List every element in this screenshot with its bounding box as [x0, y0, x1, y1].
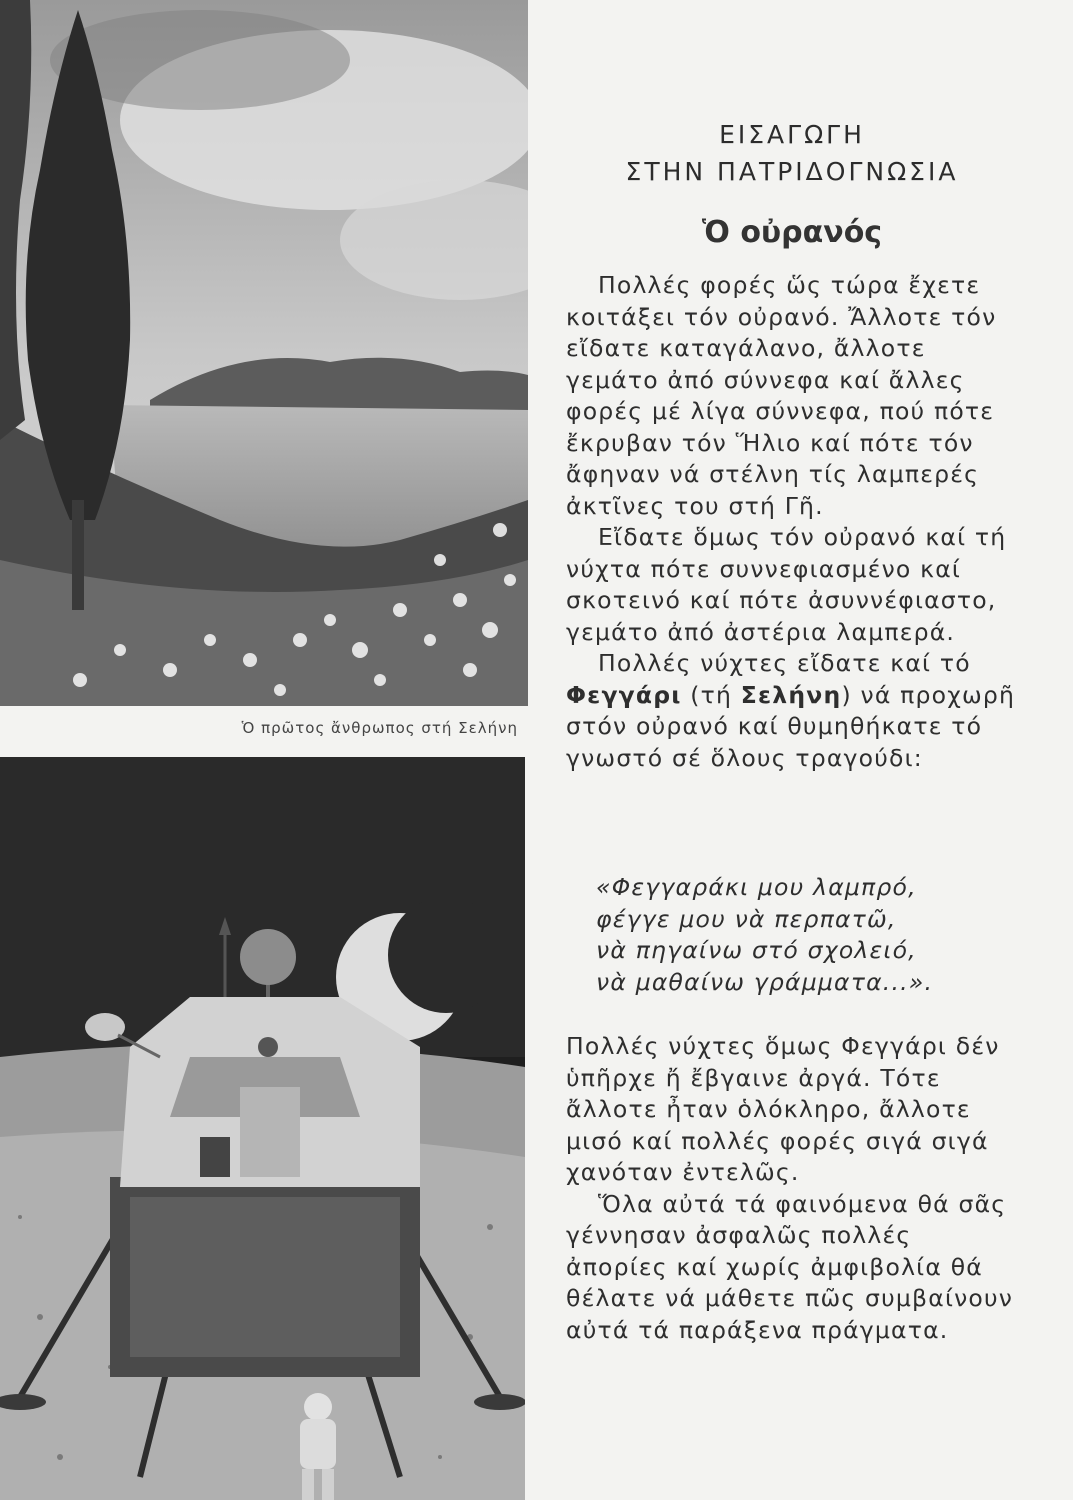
chapter-title-line1: ΕΙΣΑΓΩΓΗ: [719, 120, 865, 149]
paragraph-1: Πολλές φορές ὥς τώρα ἔχετε κοιτάξει τόν οὐρανό. Ἄλλοτε τόν εἴδατε καταγάλανο, ἄλλοτε γεμάτο ἀπό σύννεφα καί ἄλλες φορές μέ λίγα σύννεφα, πού πότε ἔκρυβαν τόν Ἥλιο καί πότε τόν ἄφηναν νά στέλνη τίς λαμπερές ἀκτῖνες του στή Γῆ.: [566, 271, 997, 520]
song-line-2: φέγγε μου νὰ περπατῶ,: [596, 904, 897, 933]
section-title: Ὁ οὐρανός: [701, 215, 883, 250]
chapter-title: [560, 116, 1024, 190]
text-column-upper: [566, 270, 1021, 774]
moon-landing-image: [0, 757, 525, 1500]
paragraph-3-start: Πολλές νύχτες εἴδατε καί τό: [598, 649, 971, 677]
landscape-photo: [0, 0, 528, 706]
paragraph-2: Εἴδατε ὅμως τόν οὐρανό καί τή νύχτα πότε συννεφιασμένο καί σκοτεινό καί πότε ἀσυννέφιαστο, γεμάτο ἀπό ἀστέρια λαμπερά.: [566, 523, 1007, 646]
song-quote: [596, 872, 933, 998]
song-line-3: νὰ πηγαίνω στό σχολειό,: [596, 936, 917, 964]
paragraph-3-end: ) νά προχωρῆ στόν οὐρανό καί θυμηθήκατε τό γνωστό σέ ὅλους τραγούδι:: [566, 680, 1016, 772]
paragraph-4: Πολλές νύχτες ὅμως Φεγγάρι δέν ὑπῆρχε ἤ ἔβγαινε ἀργά. Τότε ἄλλοτε ἦταν ὁλόκληρο, ἄλλοτε μισό καί πολλές φορές σιγά σιγά χανόταν ἐντελῶς.: [566, 1032, 1000, 1186]
paragraph-5: Ὅλα αὐτά τά φαινόμενα θά σᾶς γέννησαν ἀσφαλῶς πολλές ἀπορίες καί χωρίς ἀμφιβολία θά θέλατε νά μάθετε πῶς συμβαίνουν αὐτά τά παράξενα πράγματα.: [566, 1189, 1014, 1344]
landscape-photo-image: [0, 0, 528, 706]
text-column-lower: [566, 1031, 1021, 1346]
moon-term-fengari: Φεγγάρι: [566, 680, 682, 709]
photo-caption: Ὁ πρῶτος ἄνθρωπος στή Σελήνη: [241, 719, 518, 737]
chapter-title-line2: ΣΤΗΝ ΠΑΤΡΙΔΟΓΝΩΣΙΑ: [625, 157, 959, 186]
moon-landing-photo: [0, 757, 525, 1500]
paragraph-3: [566, 648, 1021, 774]
paragraph-3-mid: (τή: [690, 680, 733, 709]
moon-term-selini: Σελήνη: [740, 680, 842, 709]
song-line-1: «Φεγγαράκι μου λαμπρό,: [596, 873, 917, 901]
song-line-4: νὰ μαθαίνω γράμματα...».: [596, 967, 934, 996]
